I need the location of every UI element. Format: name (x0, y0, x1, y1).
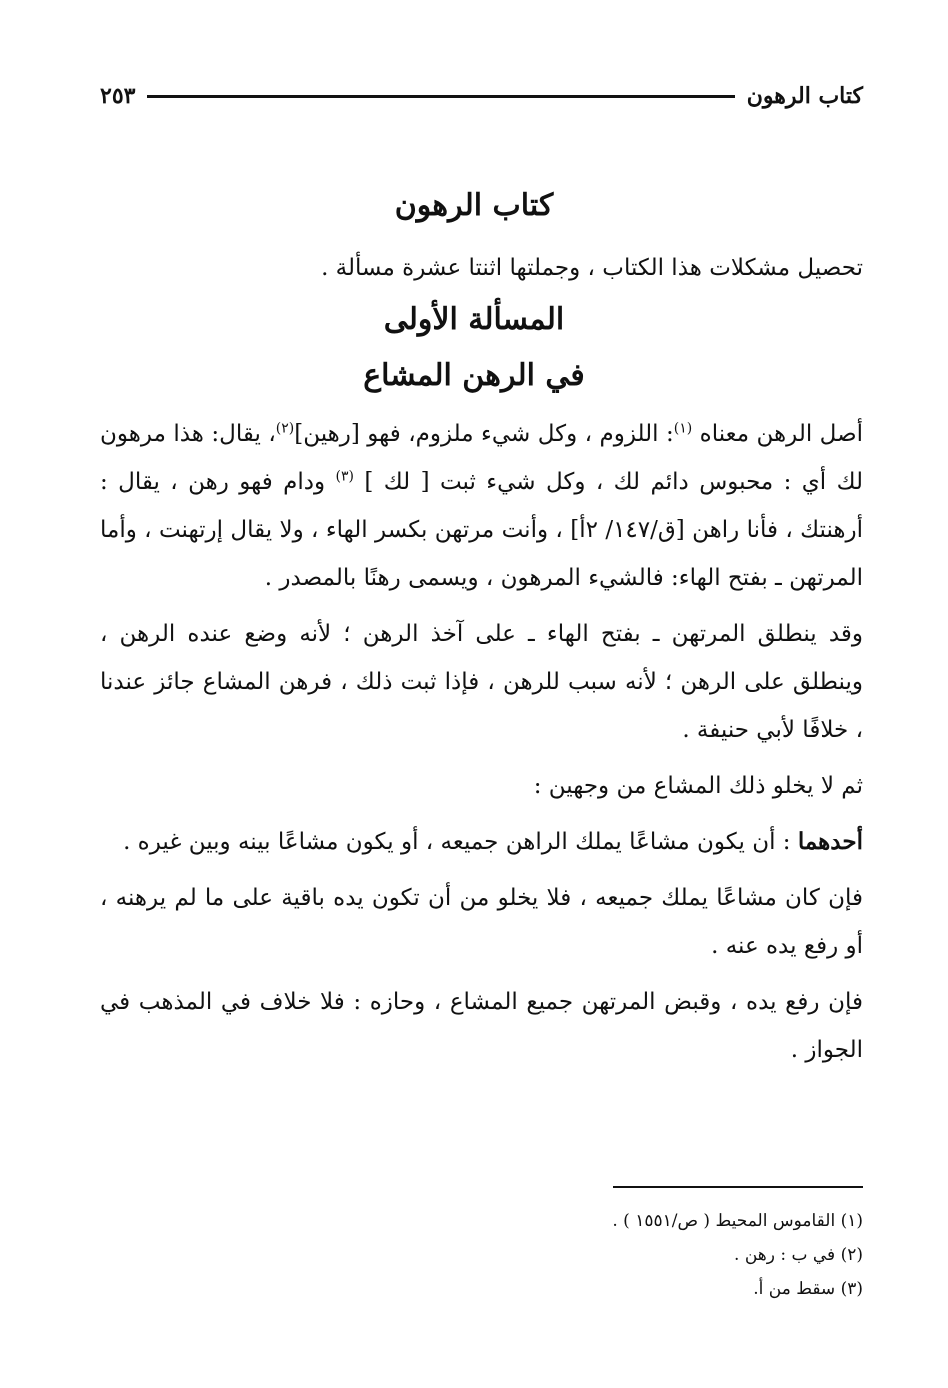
footnote-ref-2: (٢) (275, 420, 295, 437)
paragraph-1-part-d: ودام فهو رهن ، يقال : أرهنتك ، فأنا راهن [ق/١٤٧/ ٢أ] ، وأنت مرتهن بكسر الهاء ، ولا يقال إرتهنت ، وأما المرتهن ـ بفتح الهاء: فالشيء المرهون ، ويسمى رهنًا بالمصدر . (100, 469, 864, 591)
paragraph-2: وقد ينطلق المرتهن ـ بفتح الهاء ـ على آخذ الرهن ؛ لأنه وضع عنده الرهن ، وينطلق على الرهن ؛ لأنه سبب للرهن ، فإذا ثبت ذلك ، فرهن المشاع جائز عندنا ، خلافًا لأبي حنيفة . (100, 621, 863, 743)
footnote-ref-1: (١) (673, 420, 693, 437)
paragraph-6: فإن رفع يده ، وقبض المرتهن جميع المشاع ، وحازه : فلا خلاف في المذهب في الجواز . (100, 989, 863, 1063)
book-title: كتاب الرهون (394, 188, 554, 223)
paragraph-3: ثم لا يخلو ذلك المشاع من وجهين : (533, 773, 863, 799)
footnote-ref-3: (٣) (335, 468, 355, 485)
running-header (100, 74, 863, 118)
body-text (100, 410, 863, 1082)
footnote-2: (٢) في ب : رهن . (734, 1245, 863, 1265)
paragraph-1-part-a: أصل الرهن معناه (692, 421, 863, 447)
paragraph-1 (100, 410, 863, 602)
mas-title: المسألة الأولى (383, 302, 565, 337)
paragraph-4 (100, 818, 863, 866)
footnote-3: (٣) سقط من أ. (753, 1279, 863, 1299)
paragraph-4-rest: : أن يكون مشاعًا يملك الراهن جميعه ، أو يكون مشاعًا بينه وبين غيره . (123, 829, 798, 855)
footnotes (100, 1204, 863, 1306)
paragraph-5: فإن كان مشاعًا يملك جميعه ، فلا يخلو من أن تكون يده باقية على ما لم يرهنه ، أو رفع يده عنه . (100, 885, 863, 959)
intro-line: تحصيل مشكلات هذا الكتاب ، وجملتها اثنتا عشرة مسألة . (321, 255, 863, 281)
footnote-1: (١) القاموس المحيط ( ص/١٥٥١ ) . (612, 1211, 863, 1231)
footnote-rule (613, 1186, 863, 1188)
running-title: كتاب الرهون (746, 83, 863, 109)
paragraph-1-part-c: ، يقال: هذا مرهون لك أي : محبوس دائم لك ، وكل شيء ثبت [ لك ] (100, 421, 863, 495)
paragraph-4-lead: أحدهما (797, 828, 863, 855)
page-number: ٢٥٣ (100, 83, 136, 109)
mas-subtitle: في الرهن المشاع (363, 358, 585, 393)
header-rule (147, 95, 734, 98)
paragraph-1-part-b: : اللزوم ، وكل شيء ملزوم، فهو [رهين] (294, 421, 674, 447)
